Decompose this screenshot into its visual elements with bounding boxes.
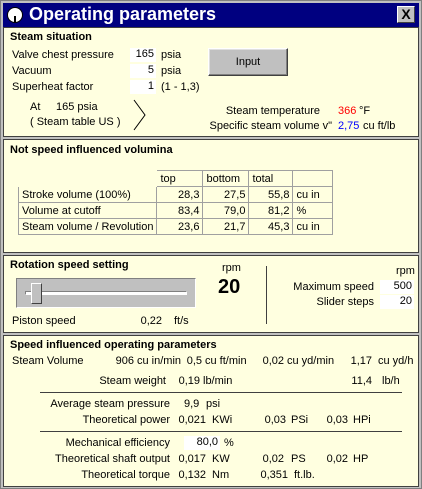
slider-steps-input[interactable]: 20	[380, 295, 414, 309]
torque-nm: 0,132	[178, 469, 206, 481]
unit: HPi	[353, 414, 371, 426]
power-kwi: 0,021	[178, 414, 206, 426]
column-header: total	[249, 171, 293, 187]
rpm-label: rpm	[222, 262, 241, 274]
volumina-panel	[3, 139, 419, 253]
rotation-speed-slider[interactable]	[16, 278, 196, 308]
cell-top: 83,4	[157, 203, 203, 219]
torque-ft-lb: 0,351	[260, 469, 288, 481]
unit: KW	[212, 453, 230, 465]
cell-top: 28,3	[157, 187, 203, 203]
table-header-row	[19, 171, 333, 187]
unit: lb/min	[203, 375, 233, 387]
steam-weight-label: Steam weight	[99, 375, 166, 387]
steam-situation-panel	[3, 27, 419, 137]
steam-volume-ft-min: 0,5	[186, 355, 202, 367]
column-header: bottom	[203, 171, 249, 187]
unit: PS	[291, 453, 306, 465]
shaft-output-ps: 0,02	[262, 453, 284, 465]
cell-total: 81,2	[249, 203, 293, 219]
volumina-table	[18, 170, 333, 235]
valve-pressure-label: Valve chest pressure	[12, 49, 114, 61]
average-pressure-value: 9,9	[184, 398, 200, 410]
table-row	[19, 187, 333, 203]
power-hpi: 0,03	[326, 414, 348, 426]
piston-speed-value: 0,22	[140, 315, 162, 327]
shaft-output-hp: 0,02	[326, 453, 348, 465]
specific-volume-value: 2,75	[338, 120, 360, 132]
theoretical-power-label: Theoretical power	[82, 414, 170, 426]
volumina-header: Not speed influenced volumina	[10, 144, 173, 156]
slider-thumb[interactable]	[31, 283, 42, 304]
power-psi: 0,03	[264, 414, 286, 426]
steam-table-note: ( Steam table US )	[30, 116, 121, 128]
at-pressure-value: 165 psia	[56, 101, 98, 113]
unit: Nm	[212, 469, 230, 481]
shaft-output-kw: 0,017	[178, 453, 206, 465]
steam-volume-label: Steam Volume	[12, 355, 84, 367]
slider-groove	[25, 291, 187, 295]
rotation-speed-header: Rotation speed setting	[10, 259, 129, 271]
gauge-icon	[7, 7, 23, 23]
operating-parameters-panel	[3, 335, 419, 487]
cell-unit: cu in	[293, 187, 333, 203]
steam-temperature-unit: °F	[359, 105, 371, 117]
unit: KWi	[212, 414, 233, 426]
piston-speed-label: Piston speed	[12, 315, 76, 327]
shaft-output-label: Theoretical shaft output	[55, 453, 170, 465]
steam-temperature-value: 366	[338, 105, 357, 117]
operating-parameters-header: Speed influenced operating parameters	[10, 339, 217, 351]
steam-volume-in-min: 906	[115, 355, 134, 367]
steam-weight-lb-min: 0,19	[178, 375, 200, 387]
cell-bottom: 21,7	[203, 219, 249, 235]
vacuum-label: Vacuum	[12, 65, 52, 77]
steam-volume-yd-min: 0,02	[262, 355, 284, 367]
steam-weight-lb-h: 11,4	[351, 375, 372, 387]
slider-steps-label: Slider steps	[316, 296, 374, 308]
column-header: top	[157, 171, 203, 187]
unit: lb/h	[382, 375, 400, 387]
maximum-speed-label: Maximum speed	[293, 281, 374, 293]
superheat-label: Superheat factor	[12, 81, 94, 93]
steam-situation-header: Steam situation	[10, 31, 92, 43]
cell-total: 45,3	[249, 219, 293, 235]
mechanical-efficiency-label: Mechanical efficiency	[65, 437, 170, 449]
vacuum-unit: psia	[161, 65, 182, 77]
cell-unit: %	[293, 203, 333, 219]
cell-total: 55,8	[249, 187, 293, 203]
row-label: Stroke volume (100%)	[19, 187, 157, 203]
specific-volume-label: Specific steam volume v"	[209, 120, 332, 132]
table-row	[19, 219, 333, 235]
average-pressure-label: Average steam pressure	[50, 398, 170, 410]
superheat-input[interactable]: 1	[130, 80, 156, 94]
theoretical-torque-label: Theoretical torque	[81, 469, 170, 481]
piston-speed-unit: ft/s	[174, 315, 189, 327]
superheat-range: (1 - 1,3)	[161, 81, 200, 93]
cell-unit: cu in	[293, 219, 333, 235]
cell-bottom: 27,5	[203, 187, 249, 203]
unit: ft.lb.	[294, 469, 315, 481]
unit: PSi	[291, 414, 309, 426]
maximum-speed-input[interactable]: 500	[380, 280, 414, 294]
valve-pressure-input[interactable]: 165	[130, 48, 156, 62]
mechanical-efficiency-input[interactable]: 80,0	[184, 436, 220, 450]
unit: HP	[353, 453, 369, 465]
unit: cu in/min	[137, 355, 182, 367]
at-label: At	[30, 101, 41, 113]
specific-volume-unit: cu ft/lb	[363, 120, 396, 132]
input-button[interactable]: Input	[208, 48, 288, 76]
chevron-right-icon	[132, 98, 148, 132]
cell-top: 23,6	[157, 219, 203, 235]
table-row	[19, 203, 333, 219]
valve-pressure-unit: psia	[161, 49, 182, 61]
unit: cu ft/min	[205, 355, 247, 367]
rpm-value: 20	[218, 276, 241, 298]
vacuum-input[interactable]: 5	[130, 64, 156, 78]
unit: cu yd/h	[378, 355, 414, 367]
steam-temperature-label: Steam temperature	[225, 105, 320, 117]
title-bar[interactable]	[3, 3, 419, 27]
rotation-speed-panel	[3, 255, 419, 333]
cell-bottom: 79,0	[203, 203, 249, 219]
rpm-label-right: rpm	[396, 265, 415, 277]
unit: %	[224, 437, 234, 449]
steam-volume-yd-h: 1,17	[350, 355, 372, 367]
row-label: Steam volume / Revolution	[19, 219, 157, 235]
unit: cu yd/min	[287, 355, 335, 367]
close-button[interactable]: X	[397, 6, 415, 23]
window-title: Operating parameters	[29, 4, 217, 24]
unit: psi	[206, 398, 221, 410]
row-label: Volume at cutoff	[19, 203, 157, 219]
